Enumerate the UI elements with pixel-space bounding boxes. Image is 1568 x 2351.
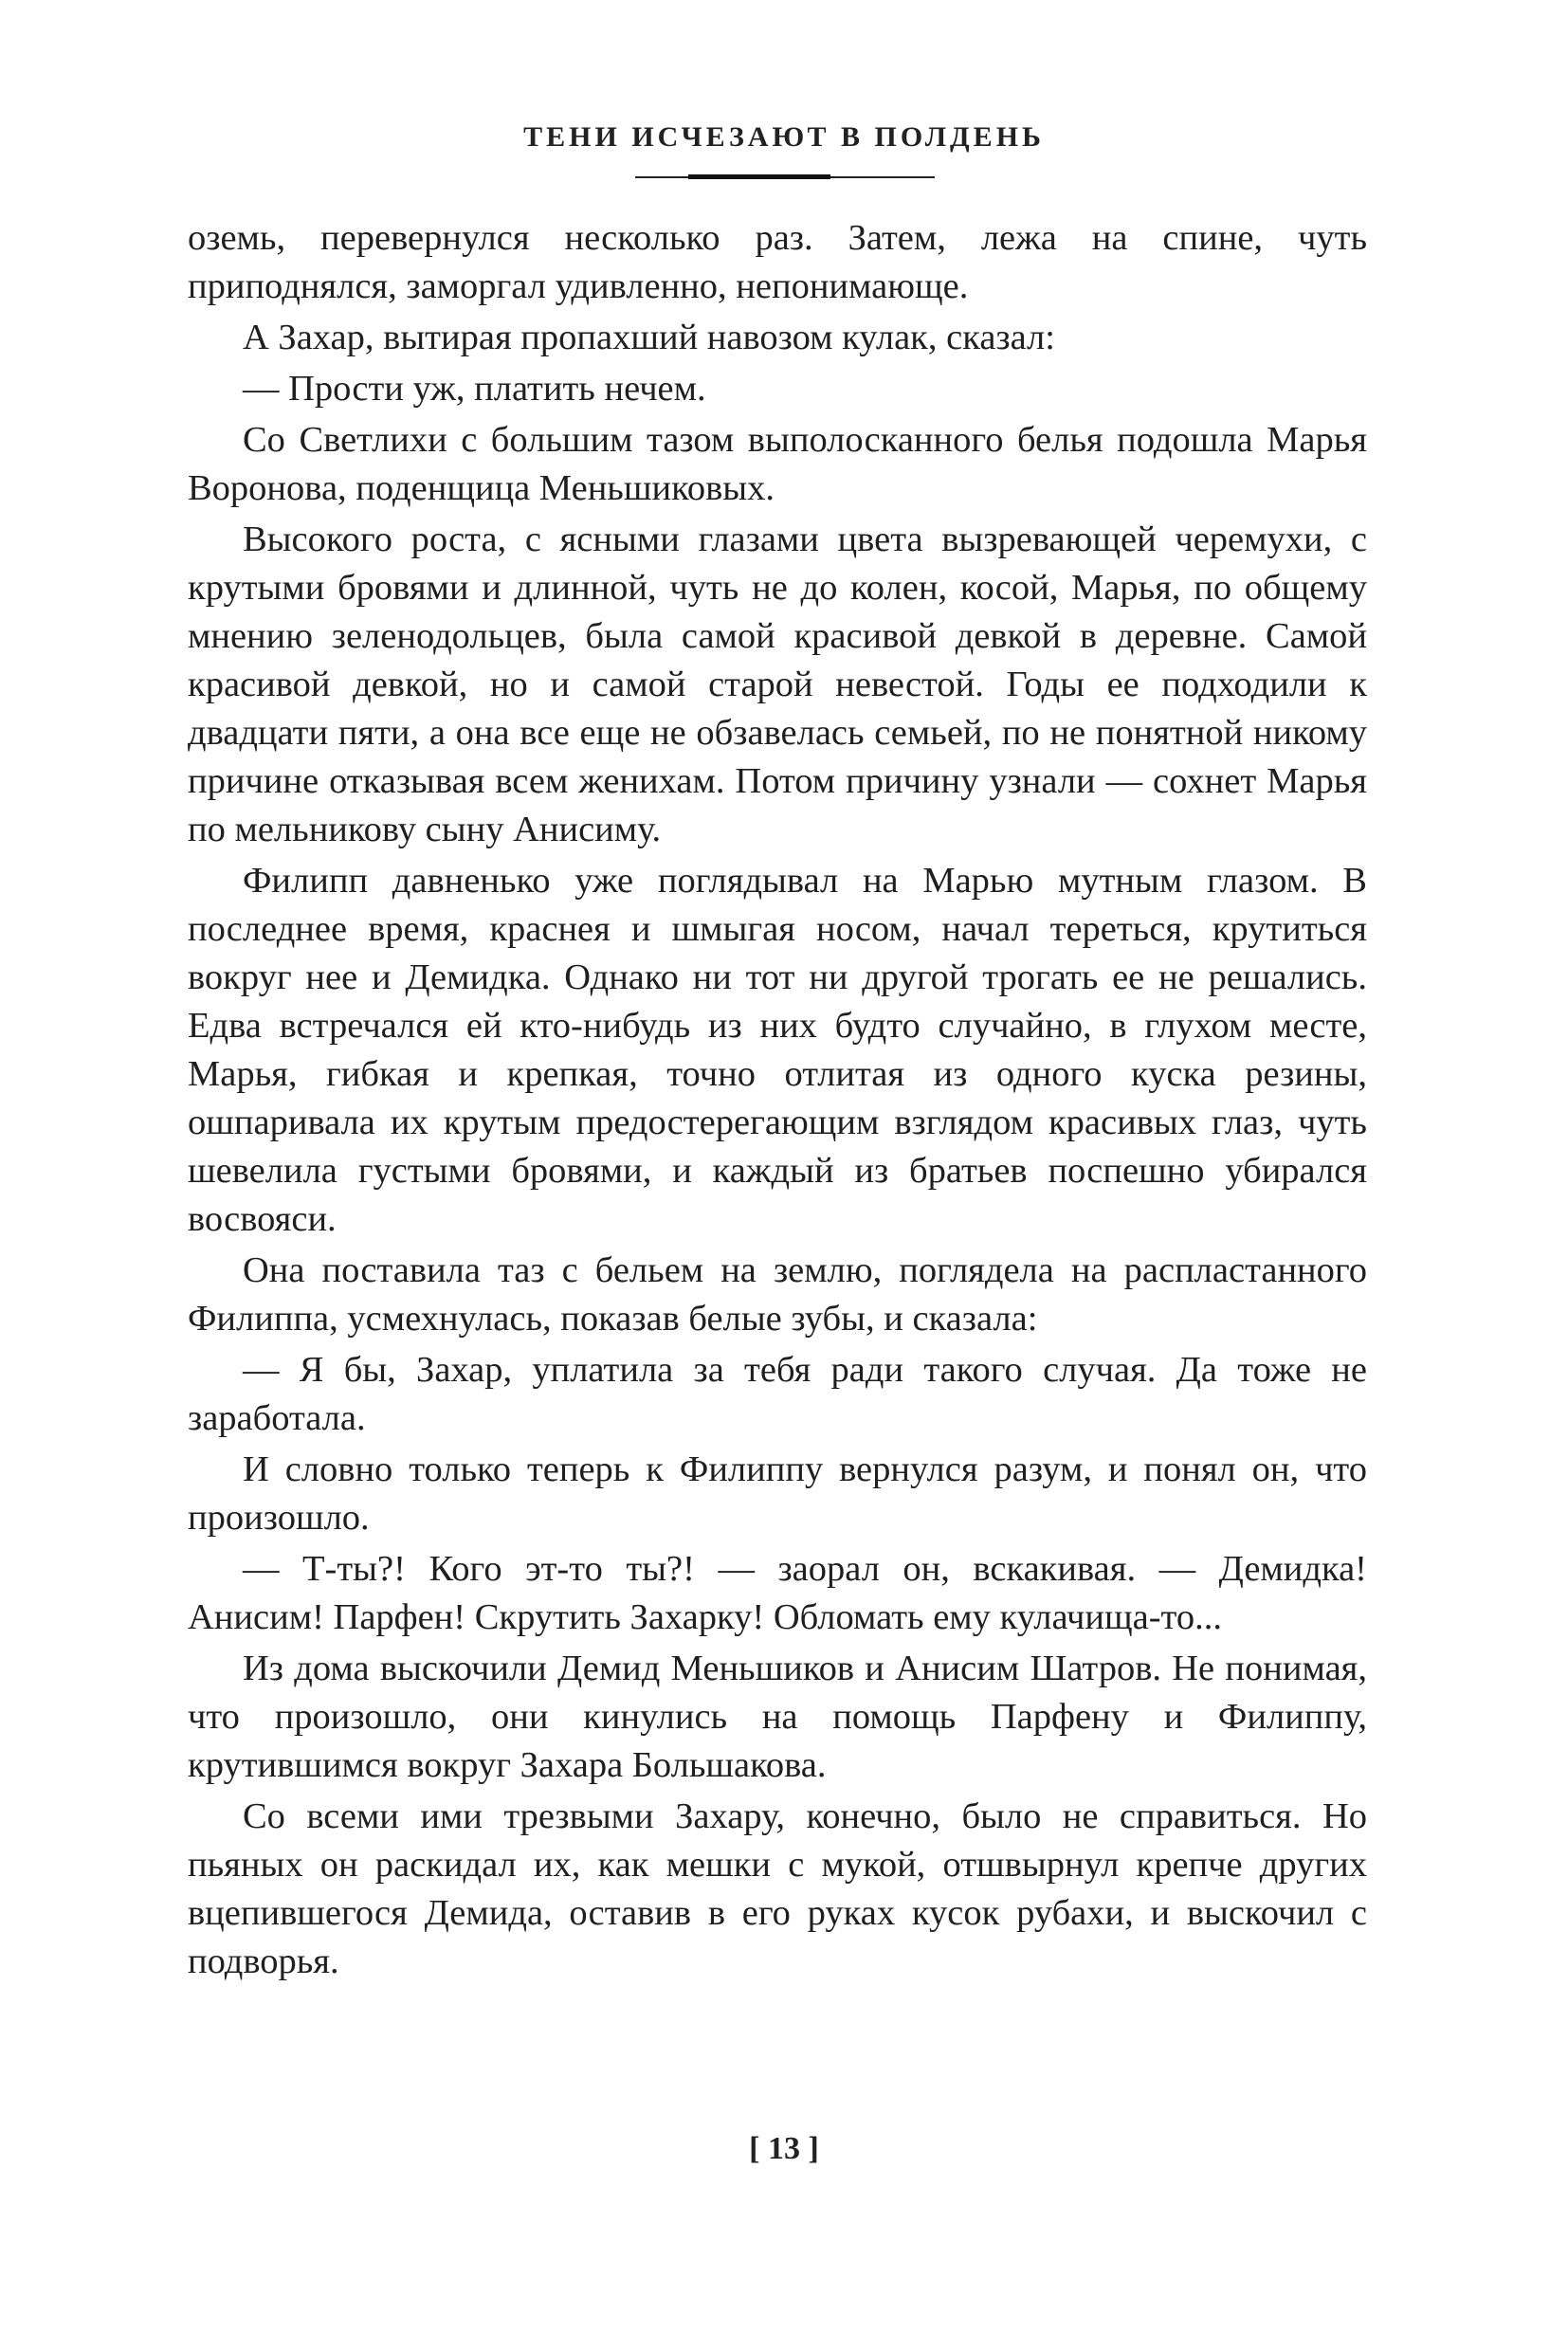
paragraph: Со Светлихи с большим тазом выполосканного белья подошла Марья Воронова, поденщица Меньшиковых. [188,420,1367,508]
paragraph: И словно только теперь к Филиппу вернулся разум, и понял он, что произошло. [188,1449,1367,1538]
body-text [188,214,1367,1989]
paragraph: Со всеми ими трезвыми Захару, конечно, было не справиться. Но пьяных он раскидал их, как мешки с мукой, отшвырнул крепче других вцепившегося Демида, оставив в его руках кусок рубахи, и выскочил с подворья. [188,1796,1367,1981]
paragraph: — Т-ты?! Кого эт-то ты?! — заорал он, вскакивая. — Демидка! Анисим! Парфен! Скрутить Захарку! Обломать ему кулачища-то... [188,1549,1367,1637]
paragraph: Она поставила таз с бельем на землю, поглядела на распластанного Филиппа, усмехнулась, показав белые зубы, и сказала: [188,1250,1367,1339]
header-rule-accent [688,174,830,179]
running-title: ТЕНИ ИСЧЕЗАЮТ В ПОЛДЕНЬ [523,121,1045,153]
paragraph: оземь, перевернулся несколько раз. Затем, лежа на спине, чуть приподнялся, заморгал удивленно, непонимающе. [188,218,1367,306]
page-number: [ 13 ] [749,2131,819,2166]
paragraph: — Прости уж, платить нечем. [243,369,706,409]
paragraph: А Захар, вытирая пропахший навозом кулак, сказал: [243,318,1055,357]
paragraph: Филипп давненько уже поглядывал на Марью мутным глазом. В последнее время, краснея и шмыгая носом, начал тереться, крутиться вокруг нее и Демидка. Однако ни тот ни другой трогать ее не решались. Едва встречался ей кто-нибудь из них будто случайно, в глухом месте, Марья, гибкая и крепкая, точно отлитая из одного куска резины, ошпаривала их крутым предостерегающим взглядом красивых глаз, чуть шевелила густыми бровями, и каждый из братьев поспешно убирался восвояси. [188,861,1367,1239]
paragraph: Высокого роста, с ясными глазами цвета вызревающей черемухи, с крутыми бровями и длинной, чуть не до колен, косой, Марья, по общему мнению зеленодольцев, была самой красивой девкой в деревне. Самой красивой девкой, но и самой старой невестой. Годы ее подходили к двадцати пяти, а она все еще не обзавелась семьей, по не понятной никому причине отказывая всем женихам. Потом причину узнали — сохнет Марья по мельникову сыну Анисиму. [188,519,1367,849]
paragraph: — Я бы, Захар, уплатила за тебя ради такого случая. Да тоже не заработала. [188,1350,1367,1438]
paragraph: Из дома выскочили Демид Меньшиков и Анисим Шатров. Не понимая, что произошло, они кинулись на помощь Парфену и Филиппу, крутившимся вокруг Захара Большакова. [188,1649,1367,1785]
